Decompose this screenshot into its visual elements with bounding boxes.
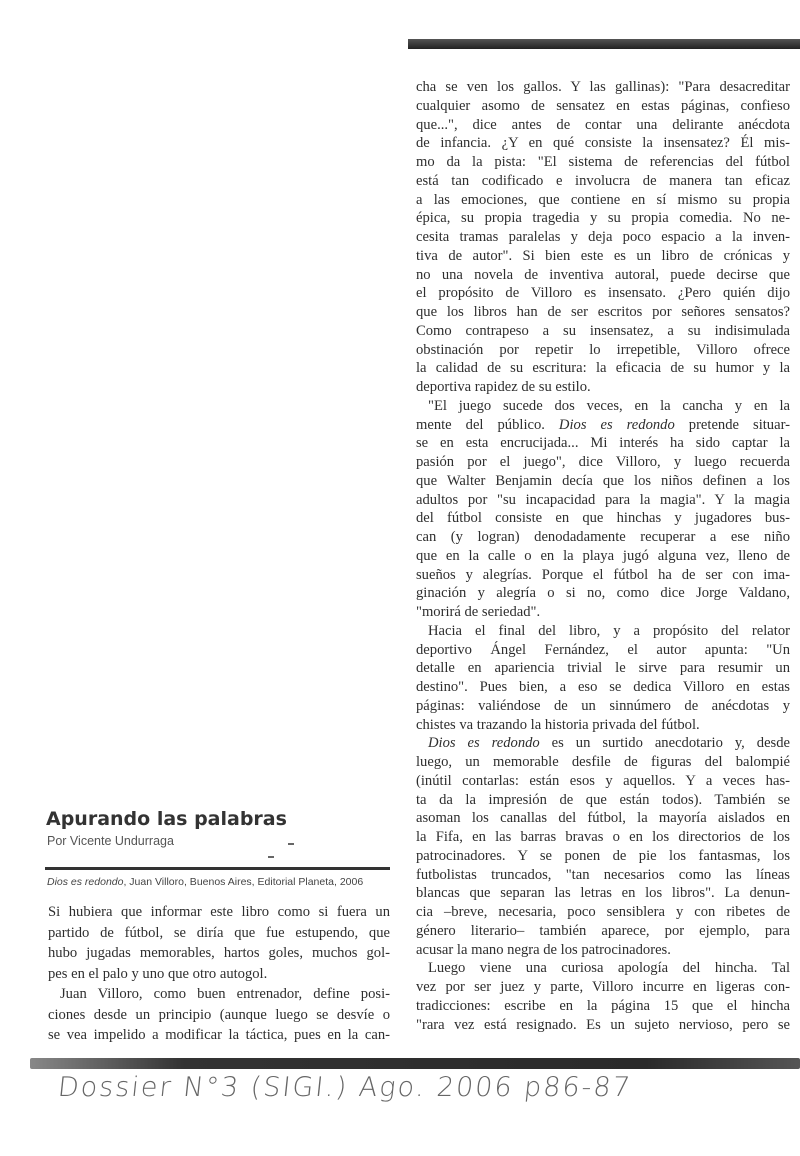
text-line: del fútbol consiste en que hinchas y jugadores bus- [416, 510, 790, 527]
text-line: tradicciones: escribe en la página 15 que el hincha [416, 997, 790, 1014]
text-line: que los libros han de ser escritos por señores sensatos? [416, 304, 790, 320]
text-line: deportiva rapidez de su estilo. [416, 379, 591, 395]
article-title: Apurando las palabras [46, 808, 287, 830]
text-line: tiva de autor". Si bien este es un libro de crónicas y [416, 247, 790, 264]
header-rule [45, 867, 390, 870]
text-line: ciones desde un principio (aunque luego se desvíe o [48, 1006, 390, 1023]
text-line: Como contrapeso a su insensatez, a su indisimulada [416, 322, 790, 339]
text-line: género literario– también aparece, por ejemplo, para [416, 922, 790, 939]
text-line: que Walter Benjamin decía que los niños definen a los [416, 472, 790, 489]
text-line: cha se ven los gallos. Y las gallinas): "Para desacreditar [416, 79, 790, 95]
text-line: ta da la impresión de que están todos). También se [416, 791, 790, 808]
text-line: Hacia el final del libro, y a propósito del relator [428, 622, 790, 639]
text-line: blancas que separan las letras en los libros". La denun- [416, 885, 790, 902]
text-line: deportivo Ángel Fernández, el autor apunta: "Un [416, 641, 790, 658]
text-line: "morirá de seriedad". [416, 604, 541, 620]
right-text-column [416, 78, 790, 1034]
text-line: a las emociones, que contiene en sí mismo su propia [416, 191, 790, 208]
article-byline: Por Vicente Undurraga [47, 834, 174, 848]
text-line: asoman los canallas del fútbol, la mayoría aislados en [416, 810, 790, 827]
text-line: que en la calle o en la playa jugó alguna vez, lleno de [416, 547, 790, 564]
handwritten-note: Dossier N°3 (SIGI.) Ago. 2006 p86-87 [56, 1072, 634, 1103]
text-line: detalle en apariencia trivial le sirve para resumir un [416, 660, 790, 677]
text-line: Juan Villoro, como buen entrenador, define posi- [60, 986, 390, 1002]
book-title-italic: Dios es redondo [558, 416, 675, 433]
text-line: páginas: valiéndose de un sinnúmero de anécdotas y [416, 697, 790, 714]
text-line: sueños y alegrías. Porque el fútbol ha de ser con ima- [416, 566, 790, 583]
citation-details: , Juan Villoro, Buenos Aires, Editorial Planeta, 2006 [123, 876, 364, 888]
text-line: Si hubiera que informar este libro como si fuera un [48, 904, 390, 920]
text-line: el propósito de Villoro es insensato. ¿Pero quién dijo [416, 285, 790, 302]
text-line: que...", dice antes de contar una delirante anécdota [416, 116, 790, 133]
text-line: de infancia. ¿Y en qué consiste la insensatez? Él mis- [416, 135, 790, 152]
text-line: partido de fútbol, se diría que fue estupendo, que [48, 924, 390, 941]
text-line: destino". Pues bien, a eso se dedica Villoro en estas [416, 679, 790, 695]
book-citation [47, 876, 390, 888]
text-line: acusar la mano negra de los patrocinadores. [416, 941, 671, 958]
text-line: (inútil contarlas: están esos y aquellos. Y a veces has- [416, 772, 790, 789]
text-line: chistes va trazando la historia privada del fútbol. [416, 716, 700, 733]
text-line: hubo jugadas memorables, hartos goles, muchos gol- [48, 945, 390, 961]
text-line: Dios es redondo es un surtido anecdotario y, desde [428, 735, 790, 752]
text-line: luego, un memorable desfile de figuras del balompié [416, 754, 790, 770]
text-line: se en esta encrucijada... Mi interés ha sido captar la [416, 435, 790, 452]
text-line: futbolistas truncados, "tan necesarios como las líneas [416, 866, 790, 883]
text-line: cesita tramas paralelas y deja poco espacio a la inven- [416, 229, 790, 245]
text-line: la calidad de su escritura: la eficacia de su humor y la [416, 360, 790, 377]
text-line: ginación y alegría o si no, como dice Jorge Valdano, [416, 585, 790, 602]
text-line: se vea impelido a modificar la táctica, pues en la can- [48, 1027, 390, 1043]
text-line: pasión por el juego", dice Villoro, y luego recuerda [416, 454, 790, 470]
text-line: pes en el palo y uno que otro autogol. [48, 965, 268, 982]
text-line: no una novela de inventiva autoral, puede decirse que [416, 266, 790, 283]
text-line: Luego viene una curiosa apología del hincha. Tal [428, 960, 790, 977]
left-text-column [48, 902, 390, 1046]
book-title-italic: Dios es redondo [428, 735, 540, 752]
text-line: cualquier asomo de sensatez en estas páginas, confieso [416, 97, 790, 114]
bottom-decorative-bar [30, 1058, 800, 1069]
text-line: vez por ser juez y parte, Villoro incurre en ligeras con- [416, 979, 790, 995]
text-line: "rara vez está resignado. Es un sujeto nervioso, pero se [416, 1016, 790, 1033]
scan-speck [268, 856, 274, 858]
citation-book-title: Dios es redondo [47, 876, 124, 888]
text-line: patrocinadores. Y se ponen de pie los fantasmas, los [416, 847, 790, 864]
text-line: can (y logran) denodadamente recuperar a ese niño [416, 529, 790, 545]
text-line: está tan codificado e involucra de manera tan eficaz [416, 172, 790, 189]
text-line: mo da la pista: "El sistema de referencias del fútbol [416, 154, 790, 170]
text-line: épica, su propia tragedia y su propia comedia. No ne- [416, 210, 790, 227]
scan-speck [288, 843, 294, 845]
top-decorative-bar [408, 39, 800, 49]
text-line: la Fifa, en las barras bravas o en los directorios de los [416, 829, 790, 845]
text-line: mente del público. Dios es redondo pretende situar- [416, 416, 790, 433]
text-line: "El juego sucede dos veces, en la cancha y en la [428, 397, 790, 414]
text-line: obstinación por repetir lo irrepetible, Villoro ofrece [416, 341, 790, 358]
text-line: cia –breve, necesaria, poco sensiblera y con ribetes de [416, 904, 790, 920]
text-line: adultos por "su incapacidad para la magia". Y la magia [416, 491, 790, 508]
